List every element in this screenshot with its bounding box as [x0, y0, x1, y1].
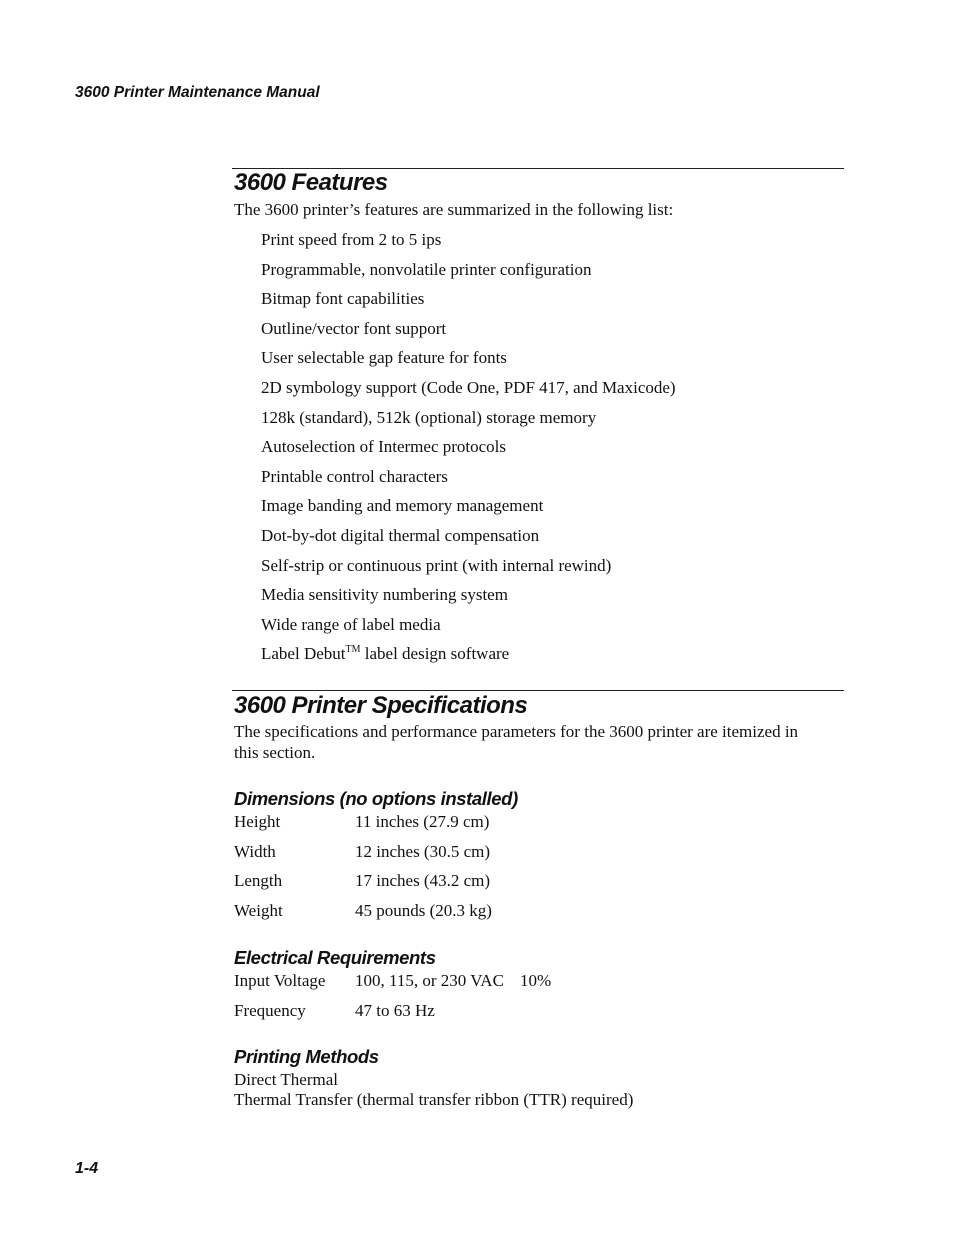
- specifications-heading: 3600 Printer Specifications: [234, 692, 528, 719]
- specifications-rule: [232, 690, 844, 691]
- spec-value: 11 inches (27.9 cm): [355, 812, 490, 831]
- electrical-table: [234, 970, 551, 1029]
- feature-item: 2D symbology support (Code One, PDF 417, and Maxicode): [261, 377, 676, 397]
- spec-value: 17 inches (43.2 cm): [355, 871, 491, 891]
- feature-item-label-debut: [261, 643, 676, 673]
- feature-text: Label Debut: [261, 644, 346, 664]
- feature-item: 128k (standard), 512k (optional) storage memory: [261, 407, 597, 427]
- spec-label: Frequency: [234, 1000, 306, 1020]
- feature-item: Print speed from 2 to 5 ips: [261, 230, 442, 249]
- feature-item: Self-strip or continuous print (with internal rewind): [261, 555, 612, 575]
- feature-text: label design software: [360, 644, 510, 664]
- spec-value: 45 pounds (20.3 kg): [355, 900, 492, 920]
- list-item: Direct Thermal: [234, 1070, 339, 1089]
- table-row: [234, 900, 492, 930]
- feature-item: Outline/vector font support: [261, 318, 447, 338]
- table-row: [234, 870, 492, 900]
- feature-list: [261, 229, 676, 673]
- table-row: [234, 1000, 551, 1030]
- page-number: 1-4: [75, 1160, 99, 1177]
- feature-item: User selectable gap feature for fonts: [261, 348, 507, 368]
- spec-value: 12 inches (30.5 cm): [355, 841, 491, 861]
- trademark-mark: TM: [345, 644, 361, 656]
- features-intro: The 3600 printer’s features are summarized in the following list:: [234, 200, 674, 219]
- table-row: [234, 841, 492, 871]
- table-row: [234, 811, 492, 841]
- printing-methods-list: [234, 1070, 633, 1110]
- specifications-intro: The specifications and performance parameters for the 3600 printer are itemized in this section.: [234, 722, 799, 762]
- spec-value: 47 to 63 Hz: [355, 1000, 435, 1020]
- spec-label: Length: [234, 871, 283, 891]
- feature-item: Image banding and memory management: [261, 496, 544, 516]
- feature-item: Printable control characters: [261, 466, 448, 486]
- feature-item: Wide range of label media: [261, 614, 441, 634]
- features-heading: 3600 Features: [234, 169, 388, 196]
- feature-item: Media sensitivity numbering system: [261, 585, 508, 605]
- spec-label: Weight: [234, 900, 283, 920]
- list-item: Thermal Transfer (thermal transfer ribbon (TTR) required): [234, 1090, 634, 1109]
- feature-item: Bitmap font capabilities: [261, 289, 425, 309]
- spec-value: 100, 115, or 230 VAC: [355, 971, 504, 990]
- spec-label: Width: [234, 841, 276, 861]
- feature-item: Autoselection of Intermec protocols: [261, 437, 507, 457]
- running-header: 3600 Printer Maintenance Manual: [75, 84, 320, 101]
- spec-label: Input Voltage: [234, 971, 326, 990]
- feature-item: Programmable, nonvolatile printer configuration: [261, 259, 592, 279]
- electrical-heading: Electrical Requirements: [234, 947, 436, 968]
- feature-item: Dot-by-dot digital thermal compensation: [261, 525, 540, 545]
- voltage-tolerance: 10%: [519, 971, 552, 990]
- spec-label: Height: [234, 812, 281, 831]
- dimensions-heading: Dimensions (no options installed): [234, 788, 518, 809]
- table-row: [234, 970, 551, 1000]
- dimensions-table: [234, 811, 492, 929]
- printing-methods-heading: Printing Methods: [234, 1046, 379, 1067]
